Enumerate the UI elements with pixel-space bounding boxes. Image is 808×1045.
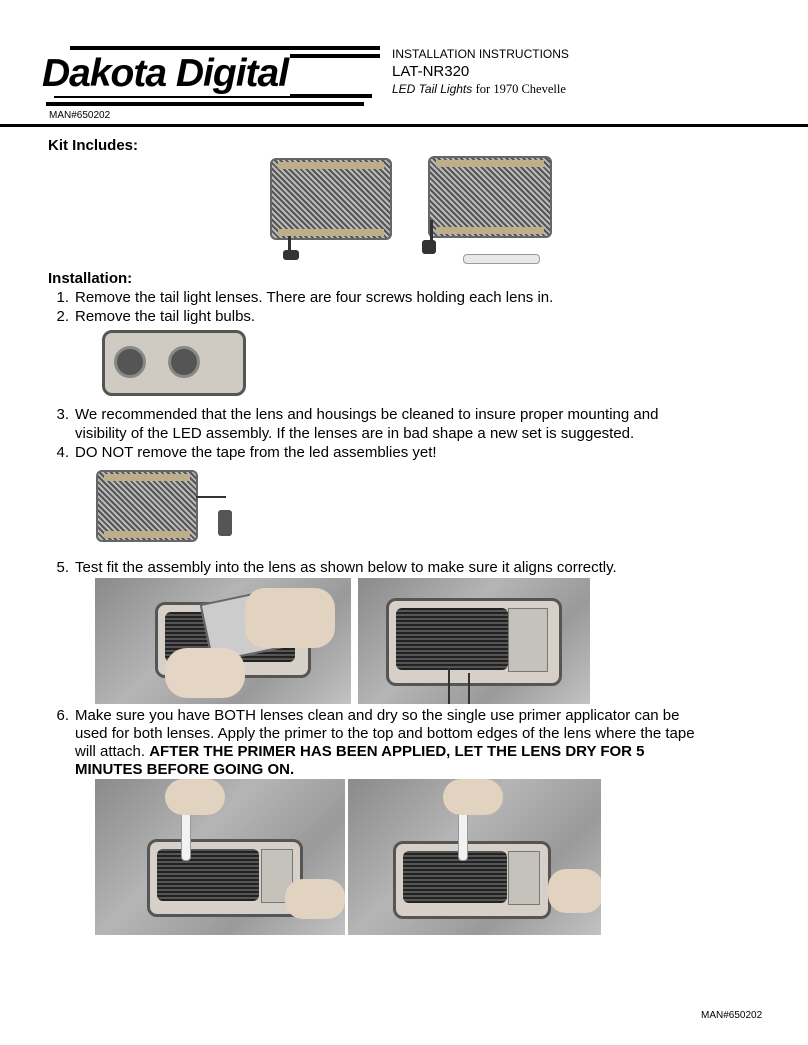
header-rule (0, 124, 808, 127)
test-fit-photo-1 (95, 578, 351, 704)
step-6-warning: AFTER THE PRIMER HAS BEEN APPLIED, LET THE LENS DRY FOR 5 (149, 743, 645, 760)
hand-image (285, 879, 345, 919)
primer-photo-1 (95, 779, 345, 935)
footer-manual-number: MAN#650202 (701, 1010, 763, 1021)
hand-image (548, 869, 601, 913)
test-fit-photo-2 (358, 578, 590, 704)
lens-housing-photo (100, 328, 248, 398)
subtitle-product: LED Tail Lights (392, 82, 473, 96)
doc-subtitle (392, 82, 566, 97)
step-6: 6. Make sure you have BOTH lenses clean and dry so the single use primer applicator can be used for both lenses. Apply the primer to the top and bottom edges of the lens where the tape will attach. AFTER THE PRIMER HAS BEEN APPLIED, LET THE LENS DRY FOR 5 MINUTES BEFORE GOING ON. (56, 707, 695, 778)
kit-photo (258, 150, 578, 275)
part-number: LAT-NR320 (392, 63, 470, 80)
hand-image (165, 648, 245, 698)
step-2: 2. Remove the tail light bulbs. (56, 308, 256, 325)
bulb-socket-image (114, 346, 146, 378)
installation-heading: Installation: (48, 270, 133, 287)
led-assembly-photo (96, 466, 246, 546)
step-4: 4. DO NOT remove the tape from the led assemblies yet! (56, 444, 437, 461)
hand-image (245, 588, 335, 648)
step-1: 1. Remove the tail light lenses. There are four screws holding each lens in. (56, 289, 554, 306)
step-6-plain: will attach. (75, 743, 150, 760)
step-5: 5. Test fit the assembly into the lens as shown below to make sure it aligns correctly. (56, 559, 617, 576)
step-3: 3. We recommended that the lens and housings be cleaned to insure proper mounting and visibility of the LED assembly. If the lenses are in bad shape a new set is suggested. (56, 406, 659, 442)
bulb-socket-image (168, 346, 200, 378)
primer-applicator-image (463, 254, 540, 264)
kit-heading: Kit Includes: (48, 137, 139, 154)
hand-image (443, 779, 503, 815)
brand-logo: Dakota Digital (42, 52, 289, 95)
led-assembly-image (428, 156, 552, 238)
doc-type: INSTALLATION INSTRUCTIONS (392, 47, 569, 61)
subtitle-vehicle: for 1970 Chevelle (475, 82, 566, 96)
manual-number: MAN#650202 (49, 110, 111, 121)
led-assembly-image (270, 158, 392, 240)
step-6-warning-cont: MINUTES BEFORE GOING ON. (75, 761, 295, 778)
hand-image (165, 779, 225, 815)
primer-photo-2 (348, 779, 601, 935)
